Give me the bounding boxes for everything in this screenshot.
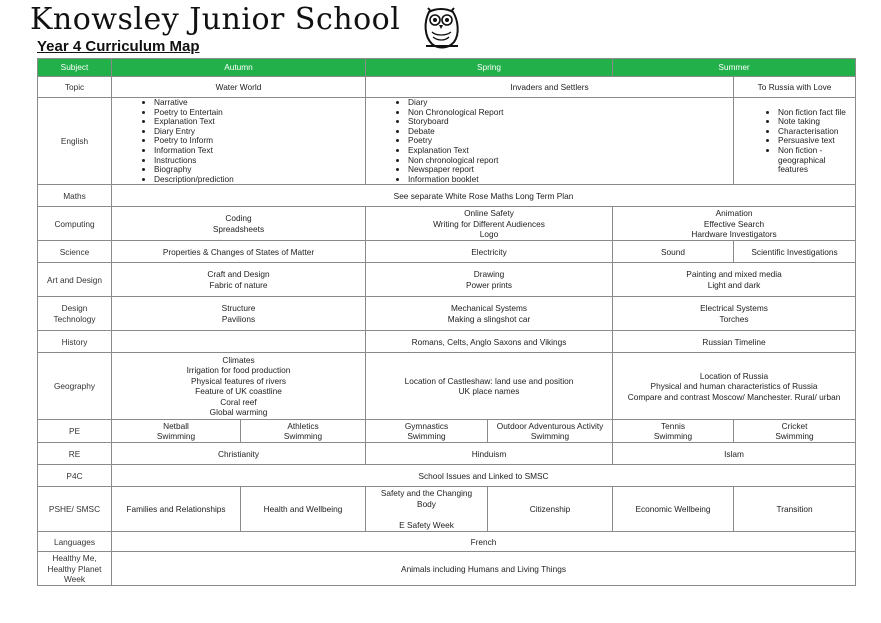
pshe-autumn-a: Families and Relationships [112, 487, 241, 532]
line: Design [61, 303, 88, 314]
col-spring: Spring [366, 59, 613, 77]
line: Pavilions [221, 313, 256, 324]
line: Structure [221, 303, 256, 314]
row-healthy [38, 552, 856, 586]
header-row [38, 59, 856, 77]
subject-english: English [38, 98, 112, 185]
line: Power prints [465, 279, 513, 290]
list-item: • Biography [154, 165, 363, 175]
topic-summer: To Russia with Love [734, 77, 856, 98]
list-item: • Instructions [154, 156, 363, 166]
list-item: • Persuasive text [778, 136, 853, 146]
healthy-all: Animals including Humans and Living Things [112, 552, 856, 586]
line: Healthy Me, [52, 553, 97, 564]
col-subject: Subject [38, 59, 112, 77]
list-item: • Characterisation [778, 127, 853, 137]
col-autumn: Autumn [112, 59, 366, 77]
row-dt [38, 297, 856, 331]
line: Physical features of rivers [191, 375, 286, 386]
school-name: Knowsley Junior School [30, 2, 401, 37]
line: Making a slingshot car [447, 313, 531, 324]
subject-healthy [38, 552, 112, 586]
science-spring: Electricity [366, 241, 613, 263]
dt-summer [613, 297, 856, 331]
re-summer: Islam [613, 443, 856, 465]
line: Light and dark [707, 279, 761, 290]
art-summer [613, 263, 856, 297]
row-history [38, 331, 856, 353]
line: Coding [225, 213, 252, 224]
pe-cell [112, 420, 241, 443]
row-re [38, 443, 856, 465]
list-item: • Explanation Text [408, 146, 731, 156]
list-item: • Storyboard [408, 117, 731, 127]
list-item: • Poetry [408, 136, 731, 146]
english-autumn [112, 98, 366, 185]
row-topic [38, 77, 856, 98]
line: Swimming [283, 431, 323, 442]
list-item: • Narrative [154, 98, 363, 108]
line: E Safety Week [399, 519, 454, 530]
subject-history: History [38, 331, 112, 353]
pe-cell [488, 420, 613, 443]
line: Electrical Systems [700, 303, 768, 314]
dt-spring [366, 297, 613, 331]
row-pe [38, 420, 856, 443]
line: Body [417, 498, 436, 509]
pe-cell [366, 420, 488, 443]
line: Mechanical Systems [450, 303, 528, 314]
subject-science: Science [38, 241, 112, 263]
row-art [38, 263, 856, 297]
history-spring: Romans, Celts, Anglo Saxons and Vikings [366, 331, 613, 353]
line: Climates [222, 354, 255, 365]
re-spring: Hinduism [366, 443, 613, 465]
topic-spring: Invaders and Settlers [366, 77, 734, 98]
pshe-spring-b: Citizenship [488, 487, 613, 532]
english-autumn-list [114, 98, 363, 184]
geography-autumn [112, 353, 366, 420]
row-p4c [38, 465, 856, 487]
line: Swimming [530, 431, 570, 442]
subject-dt [38, 297, 112, 331]
history-autumn [112, 331, 366, 353]
list-item: • Diary [408, 98, 731, 108]
row-languages [38, 532, 856, 552]
row-geography [38, 353, 856, 420]
list-item: • Explanation Text [154, 117, 363, 127]
line: UK place names [458, 386, 520, 397]
subject-pe: PE [38, 420, 112, 443]
line: Athletics [287, 420, 319, 431]
geography-summer [613, 353, 856, 420]
subject-languages: Languages [38, 532, 112, 552]
list-item: • Newspaper report [408, 165, 731, 175]
subject-pshe: PSHE/ SMSC [38, 487, 112, 532]
geography-spring [366, 353, 613, 420]
pshe-summer-b: Transition [734, 487, 856, 532]
subject-geography: Geography [38, 353, 112, 420]
pshe-summer-a: Economic Wellbeing [613, 487, 734, 532]
owl-icon [418, 2, 464, 50]
line: Logo [479, 229, 499, 240]
pshe-autumn-b: Health and Wellbeing [241, 487, 366, 532]
row-computing [38, 207, 856, 241]
pe-cell [241, 420, 366, 443]
subject-computing: Computing [38, 207, 112, 241]
line: Painting and mixed media [686, 269, 782, 280]
line: Outdoor Adventurous Activity [496, 420, 604, 431]
pe-cell [734, 420, 856, 443]
line: Cricket [781, 420, 808, 431]
line: Swimming [653, 431, 693, 442]
line: Swimming [156, 431, 196, 442]
subject-art: Art and Design [38, 263, 112, 297]
list-item: • Information booklet [408, 175, 731, 185]
line: Irrigation for food production [186, 365, 291, 376]
dt-autumn [112, 297, 366, 331]
subject-topic: Topic [38, 77, 112, 98]
list-item: • Non Chronological Report [408, 108, 731, 118]
line: Week [63, 574, 86, 585]
list-item: • Debate [408, 127, 731, 137]
science-summer-a: Sound [613, 241, 734, 263]
list-item: • Diary Entry [154, 127, 363, 137]
english-summer-list [736, 108, 853, 175]
line: Global warming [209, 407, 268, 418]
row-pshe [38, 487, 856, 532]
line: Technology [53, 313, 96, 324]
row-english [38, 98, 856, 185]
line [368, 509, 485, 520]
list-item: • Note taking [778, 117, 853, 127]
maths-all: See separate White Rose Maths Long Term Plan [112, 185, 856, 207]
line: Writing for Different Audiences [433, 218, 545, 229]
line: Fabric of nature [209, 279, 268, 290]
line: Gymnastics [404, 420, 449, 431]
p4c-all: School Issues and Linked to SMSC [112, 465, 856, 487]
computing-summer [613, 207, 856, 241]
subject-re: RE [38, 443, 112, 465]
list-item: • Non chronological report [408, 156, 731, 166]
art-spring [366, 263, 613, 297]
page-title: Year 4 Curriculum Map [37, 38, 200, 55]
line: Physical and human characteristics of Russia [650, 381, 818, 392]
languages-all: French [112, 532, 856, 552]
line: Torches [719, 313, 749, 324]
line: Hardware Investigators [691, 229, 777, 240]
list-item: • Non fiction - geographical features [778, 146, 853, 175]
line: Online Safety [464, 208, 514, 219]
pshe-spring-a [366, 487, 488, 532]
art-autumn [112, 263, 366, 297]
line: Swimming [407, 431, 446, 442]
line: Spreadsheets [212, 223, 265, 234]
english-summer [734, 98, 856, 185]
list-item: • Poetry to Inform [154, 136, 363, 146]
computing-autumn [112, 207, 366, 241]
line: Healthy Planet [47, 563, 102, 574]
re-autumn: Christianity [112, 443, 366, 465]
curriculum-table [37, 58, 856, 586]
line: Craft and Design [207, 269, 270, 280]
list-item: • Description/prediction [154, 175, 363, 185]
pe-cell [613, 420, 734, 443]
line: Effective Search [703, 218, 765, 229]
line: Animation [715, 208, 753, 219]
subject-maths: Maths [38, 185, 112, 207]
list-item: • Poetry to Entertain [154, 108, 363, 118]
line: Tennis [661, 420, 685, 431]
science-summer-b: Scientific Investigations [734, 241, 856, 263]
science-autumn: Properties & Changes of States of Matter [112, 241, 366, 263]
row-maths [38, 185, 856, 207]
line: Compare and contrast Moscow/ Manchester. Rural/ urban [627, 391, 841, 402]
list-item: • Non fiction fact file [778, 108, 853, 118]
english-spring [366, 98, 734, 185]
row-science [38, 241, 856, 263]
line: Safety and the Changing [380, 488, 473, 499]
line: Netball [163, 420, 189, 431]
subject-p4c: P4C [38, 465, 112, 487]
line: Swimming [775, 431, 814, 442]
line: Location of Castleshaw: land use and position [404, 375, 574, 386]
topic-autumn: Water World [112, 77, 366, 98]
computing-spring [366, 207, 613, 241]
line: Coral reef [220, 396, 257, 407]
history-summer: Russian Timeline [613, 331, 856, 353]
line: Location of Russia [699, 370, 769, 381]
list-item: • Information Text [154, 146, 363, 156]
english-spring-list [368, 98, 731, 184]
line: Drawing [473, 269, 505, 280]
line: Feature of UK coastline [195, 386, 282, 397]
col-summer: Summer [613, 59, 856, 77]
